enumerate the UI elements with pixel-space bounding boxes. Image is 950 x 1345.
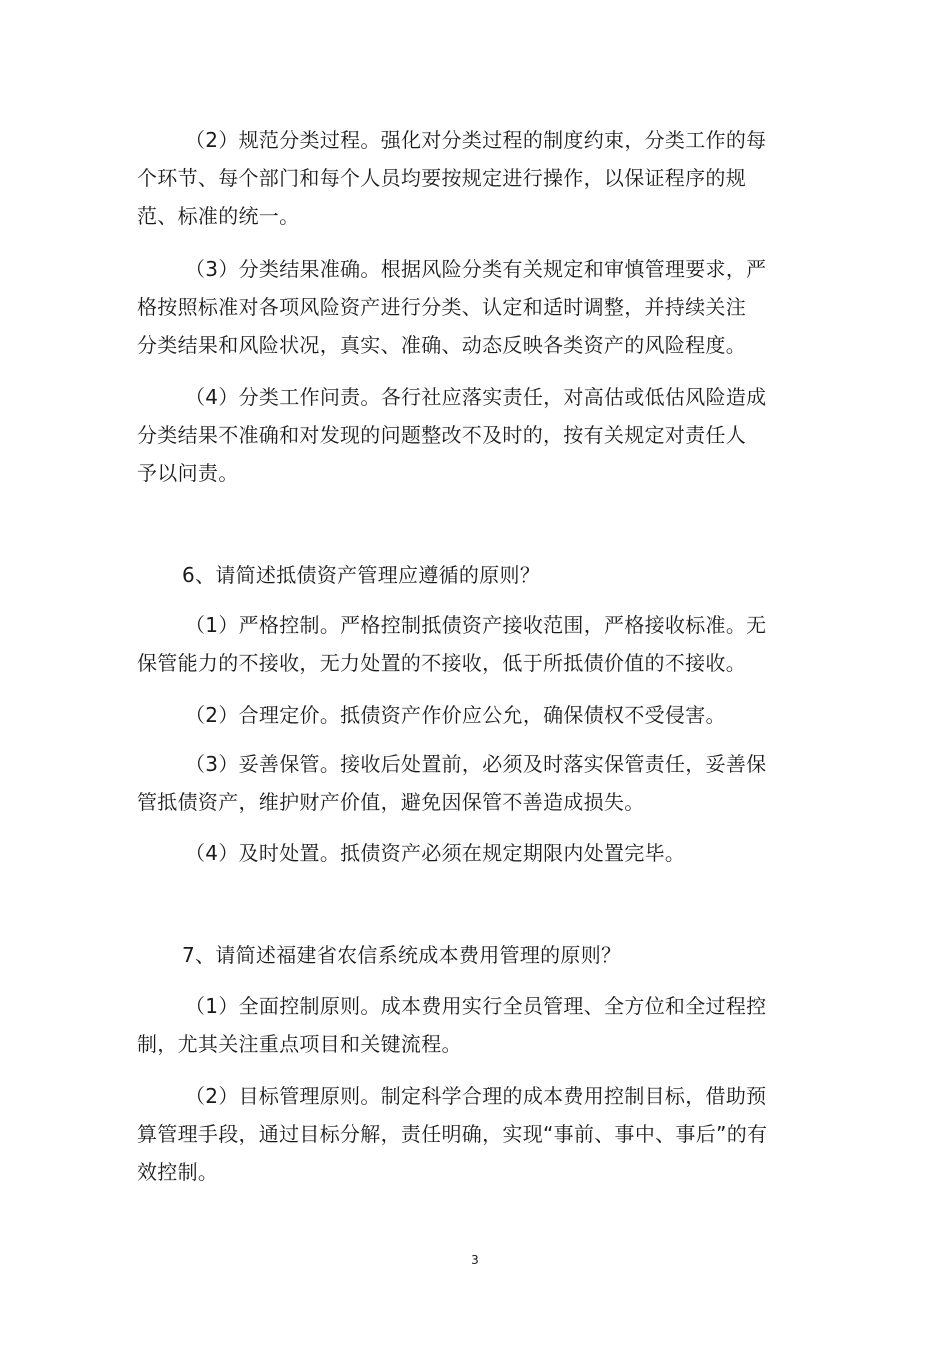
paragraph-line: （2）目标管理原则。制定科学合理的成本费用控制目标，借助预 — [185, 1084, 767, 1108]
paragraph-line: （1）严格控制。严格控制抵债资产接收范围，严格接收标准。无 — [185, 613, 767, 637]
page-number: 3 — [471, 1253, 479, 1267]
paragraph-line: 分类结果和风险状况，真实、准确、动态反映各类资产的风险程度。 — [137, 333, 746, 357]
question-heading: 7、请简述福建省农信系统成本费用管理的原则？ — [182, 943, 622, 967]
paragraph-line: 格按照标准对各项风险资产进行分类、认定和适时调整，并持续关注 — [137, 295, 746, 319]
paragraph-line: （2）规范分类过程。强化对分类过程的制度约束，分类工作的每 — [185, 128, 767, 152]
paragraph-line: 制，尤其关注重点项目和关键流程。 — [137, 1032, 462, 1056]
paragraph-line: 保管能力的不接收，无力处置的不接收，低于所抵债价值的不接收。 — [137, 651, 746, 675]
paragraph-line: （3）妥善保管。接收后处置前，必须及时落实保管责任，妥善保 — [185, 752, 767, 776]
paragraph-line: （2）合理定价。抵债资产作价应公允，确保债权不受侵害。 — [185, 703, 726, 727]
paragraph-line: 予以问责。 — [137, 461, 239, 485]
paragraph-line: 管抵债资产，维护财产价值，避免因保管不善造成损失。 — [137, 790, 645, 814]
paragraph-line: 效控制。 — [137, 1160, 219, 1184]
paragraph-line: 分类结果不准确和对发现的问题整改不及时的，按有关规定对责任人 — [137, 423, 746, 447]
paragraph-line: （4）分类工作问责。各行社应落实责任，对高估或低估风险造成 — [185, 385, 767, 409]
question-heading: 6、请简述抵债资产管理应遵循的原则？ — [182, 563, 541, 587]
paragraph-line: 范、标准的统一。 — [137, 204, 300, 228]
paragraph-line: （3）分类结果准确。根据风险分类有关规定和审慎管理要求，严 — [185, 257, 767, 281]
paragraph-line: 算管理手段，通过目标分解，责任明确，实现“事前、事中、事后”的有 — [137, 1122, 768, 1146]
paragraph-line: （4）及时处置。抵债资产必须在规定期限内处置完毕。 — [185, 841, 686, 865]
paragraph-line: （1）全面控制原则。成本费用实行全员管理、全方位和全过程控 — [185, 994, 767, 1018]
paragraph-line: 个环节、每个部门和每个人员均要按规定进行操作，以保证程序的规 — [137, 166, 746, 190]
